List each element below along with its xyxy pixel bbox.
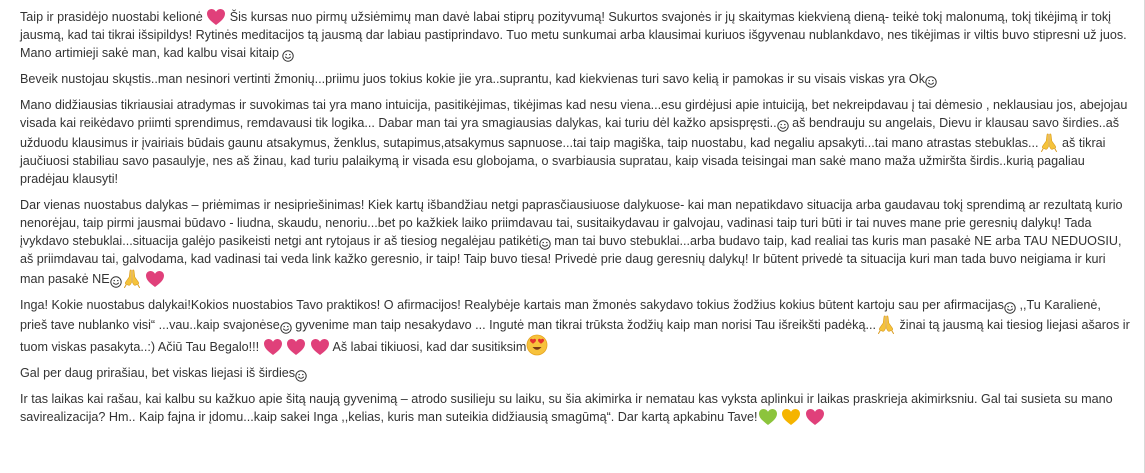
comment-text: Dar vienas nuostabus dalykas – priėmimas ir nesipriešinimas! Kiek kartų išbandžiau netgi paprasčiausiuose dalykuose- kai man nepatikdavo situacija arba gaudavau tokį sprendimą ar rezultatą kurio nenorėjau, taip pirmi jausmai būdavo - liudna, skaudu, nenoriu...bet po kažkiek laiko priimdavau tai, susitaikydavau ir galvojau, vadinasi taip turi būti ir tai nuves mane prie geresnių dalykų! Tada įvykdavo stebuklai...situacija galėjo pasikeisti netgi ant rytojaus ir aš tiesiog negalėjau patikėti (20, 198, 1123, 248)
comment-body (20, 8, 1130, 426)
comment-paragraph (20, 296, 1130, 356)
comment-text: Šis kursas nuo pirmų užsiėmimų man davė labai stiprų pozityvumą! Sukurtos svajonės ir jų skaitymas kiekvieną dieną- teikė tokį malonumą, tokį tikėjimą ir tokį jausmą, kad tai tikrai išsipildys! Rytinės meditacijos tą jausmą dar labiau pastiprindavo. Tuo metu sunkumai arba klausimai kuriuos išgyvenau nublankdavo, nes tikėjimas ir viltis buvo stipresni už juos. Mano artimieji sakė man, kad kalbu visai kitaip (20, 10, 1127, 60)
smile-icon (1004, 302, 1016, 314)
heart-icon (781, 408, 801, 426)
smile-icon (280, 322, 292, 334)
praying-hands-icon (122, 268, 142, 288)
comment-paragraph (20, 390, 1130, 426)
heart-icon (805, 408, 825, 426)
comment-text: Aš labai tikiuosi, kad dar susitiksim (329, 340, 527, 354)
comment-text: Ir tas laikas kai rašau, kai kalbu su kažkuo apie šitą naują gyvenimą – atrodo susilieju su laiku, su šia akimirka ir nematau kas vyksta aplinkui ir laikas praskrieja akimirksniu. Gal tai susieta su mano savirealizacija? Hm.. Kaip fajna ir įdomu...kaip sakei Inga ,,kelias, kuris man suteikia didžiausią smagūmą“. Dar kartą apkabinu Tave! (20, 392, 1113, 424)
heart-icon (310, 338, 330, 356)
comment-text: aš tikrai jaučiuosi stabiliau savo pasaulyje, nes aš žinau, kad turiu palaikymą ir visada esu globojama, o svarbiausia supratau, kaip visada teisingai man sakė mano maža užmiršta širdis..kurią pagaliau pradėjau klausyti! (20, 136, 1106, 186)
smile-icon (295, 370, 307, 382)
heart-icon (758, 408, 778, 426)
praying-hands-icon (1039, 132, 1059, 152)
comment-text: man tai buvo stebuklai...arba budavo taip, kad realiai tas kuris man pasakė NE arba TAU NEDUOSIU, aš priimdavau tai, galvodama, kad vadinasi tai veda link kažko geresnio, ir taip! Taip buvo tiesa! Privedė prie daug geresnių dalykų! Ir būtent privedė ta situacija kuri man tada buvo neigiama ir kuri man pasakė NE (20, 234, 1122, 286)
comment-text: žinai tą jausmą kai tiesiog liejasi ašaros ir tuom viskas pasakyta..:) Ačiū Tau Begalo!!! (20, 318, 1130, 354)
smile-icon (925, 76, 937, 88)
smile-icon (282, 50, 294, 62)
heart-icon (263, 338, 283, 356)
comment-text: Inga! Kokie nuostabus dalykai!Kokios nuostabios Tavo praktikos! O afirmacijos! Realybėje kartais man žmonės sakydavo tokius žodžius kokius būtent kartoju sau per afirmacijas (20, 298, 1004, 312)
comment-paragraph (20, 70, 1130, 88)
smile-icon (777, 120, 789, 132)
comment-text: gyvenime man taip nesakydavo ... Ingutė man tikrai trūksta žodžių kaip man norisi Tau išreikšti padėką... (291, 318, 876, 332)
comment-paragraph (20, 96, 1130, 188)
comment-paragraph (20, 8, 1130, 62)
heart-eyes-icon (526, 334, 548, 356)
smile-icon (110, 276, 122, 288)
smile-icon (539, 238, 551, 250)
comment-text: aš bendrauju su angelais, Dievu ir klausau savo širdies..aš užduodu klausimus ir įvairiais būdais gaunu atsakymus, ženklus, sutapimus,atsakymus sapnuose...tai taip magiška, taip nuostabu, kad negaliu apsakyti...tai mano atrastas stebuklas... (20, 116, 1120, 150)
comment-text: Taip ir prasidėjo nuostabi kelionė (20, 10, 207, 24)
comment-text: ,,Tu Karalienė, prieš tave nublanko visi“ ...vau..kaip svajonėse (20, 298, 1101, 332)
comment-paragraph (20, 196, 1130, 288)
heart-icon (145, 270, 165, 288)
comment-text: Gal per daug prirašiau, bet viskas liejasi iš širdies (20, 366, 296, 380)
heart-icon (206, 8, 226, 26)
heart-icon (286, 338, 306, 356)
comment-paragraph (20, 364, 1130, 382)
comment-text: Mano didžiausias tikriausiai atradymas ir suvokimas tai yra mano intuicija, pasitikėjimas, tikėjimas kad nesu viena...esu girdėjusi apie intuiciją, bet nekreipdavau į tai dėmesio , neklausiau jos, abejojau visada kai reikėdavo priimti sprendimus, remdavausi tik logika... Dabar man tai yra smagiausias dalykas, kai turiu dėl kažko apsispręsti.. (20, 98, 1128, 130)
comment-text: Beveik nustojau skųstis..man nesinori vertinti žmonių...priimu juos tokius kokie jie yra..suprantu, kad kiekvienas turi savo kelią ir pamokas ir su visais viskas yra Ok (20, 72, 926, 86)
praying-hands-icon (876, 314, 896, 334)
